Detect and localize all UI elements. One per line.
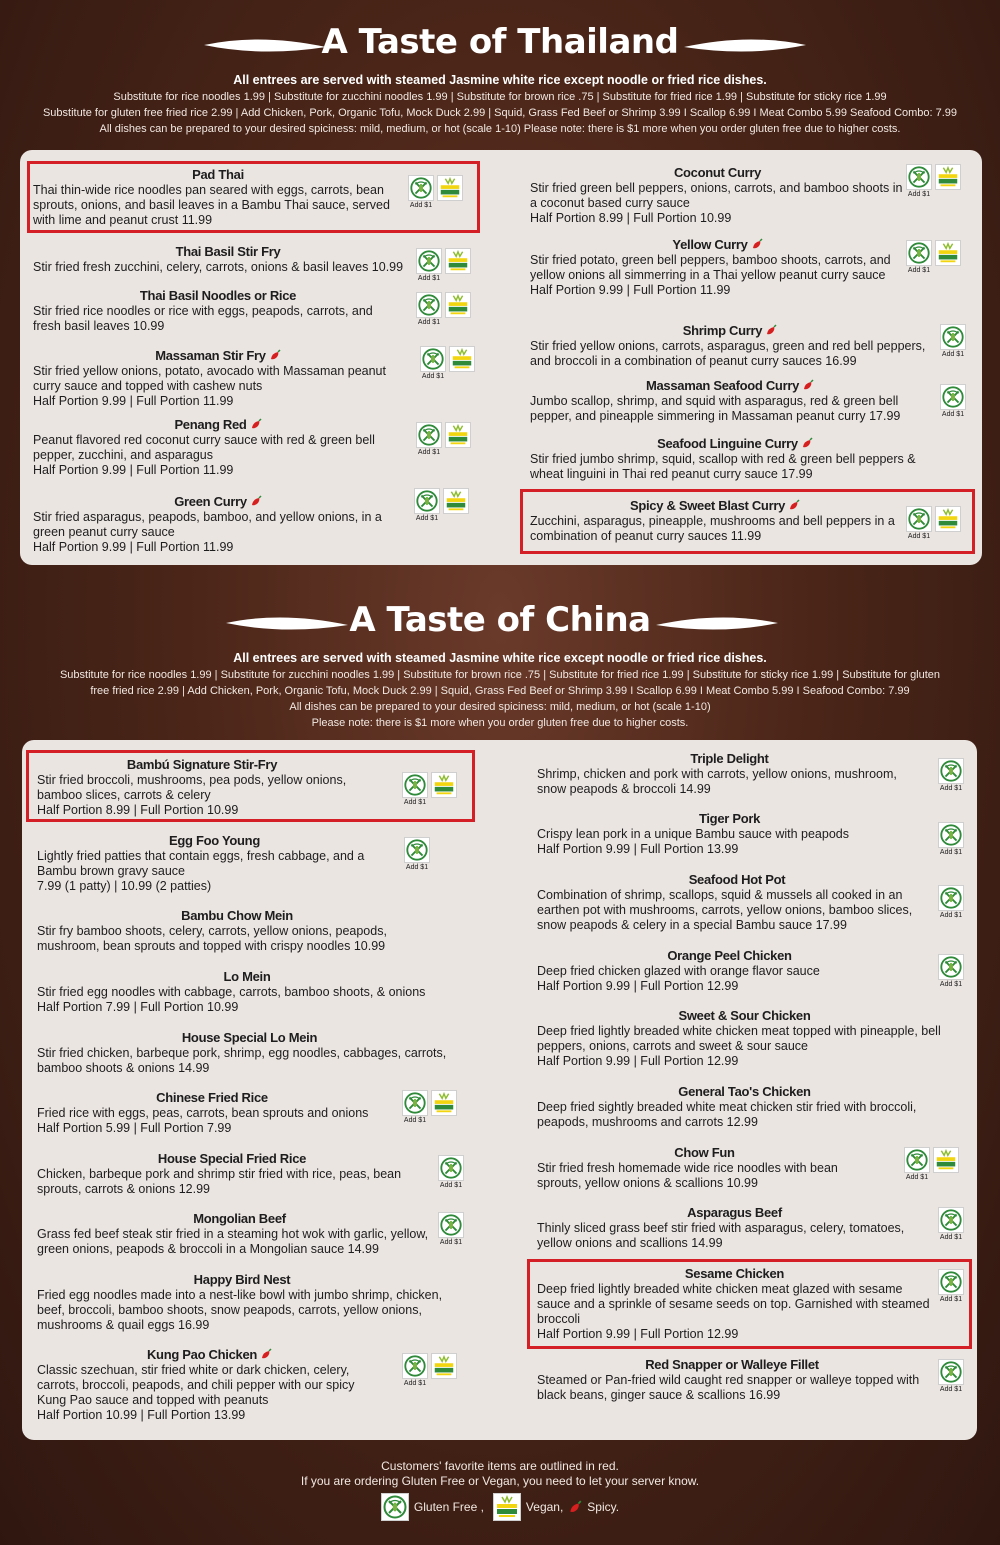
gluten-free-icon	[416, 248, 442, 274]
gluten-free-icon	[904, 1147, 930, 1173]
item-description: Stir fried asparagus, peapods, bamboo, and yellow onions, in a green peanut curry sauce	[33, 510, 382, 539]
china-intro-line: All dishes can be prepared to your desired spiciness: mild, medium, or hot (scale 1-10)	[289, 701, 711, 713]
add-one-label: Add $1	[421, 373, 445, 380]
diet-badges	[402, 772, 457, 806]
item-name: Seafood Linguine Curry	[530, 436, 940, 451]
gluten-free-icon	[438, 1155, 464, 1181]
menu-item	[537, 1357, 927, 1403]
item-name: Seafood Hot Pot	[688, 872, 786, 887]
add-one-label: Add $1	[907, 191, 931, 198]
vegan-icon	[935, 506, 961, 532]
legend-vegan: Vegan,	[525, 1500, 564, 1514]
gluten-free-icon	[402, 772, 428, 798]
menu-item	[33, 244, 423, 275]
add-one-label: Add $1	[417, 319, 441, 326]
gluten-free-icon	[416, 292, 442, 318]
item-name: General Tao's Chicken	[678, 1084, 811, 1099]
add-one-label: Add $1	[939, 785, 963, 792]
item-name: Happy Bird Nest	[193, 1272, 291, 1287]
item-name: Yellow Curry	[530, 237, 905, 252]
gluten-free-icon	[414, 488, 440, 514]
gluten-free-icon	[438, 1212, 464, 1238]
item-description: Stir fried broccoli, mushrooms, pea pods, yellow onions, bamboo slices, carrots & celery	[37, 773, 347, 802]
menu-item	[537, 1266, 932, 1342]
item-description: Thinly sliced grass beef stir fried with asparagus, celery, tomatoes, yellow onions and scallions 14.99	[537, 1221, 905, 1250]
diet-badges	[940, 324, 966, 358]
add-one-label: Add $1	[417, 275, 441, 282]
menu-item	[537, 751, 922, 797]
vegan-icon	[431, 772, 457, 798]
item-price: Half Portion 9.99 | Full Portion 11.99	[530, 283, 731, 297]
thai-intro-line: Substitute for rice noodles 1.99 | Substitute for zucchini noodles 1.99 | Substitute for brown rice .75 | Substitute for fried rice 1.99 | Substitute for sticky rice 1.99	[113, 91, 887, 103]
item-name: Tiger Pork	[698, 811, 761, 826]
item-name: Orange Peel Chicken	[667, 948, 792, 963]
china-intro	[20, 650, 980, 731]
item-name: Green Curry	[33, 494, 403, 509]
diet-badges	[938, 1207, 964, 1241]
diet-badges	[408, 175, 463, 209]
item-name: Red Snapper or Walleye Fillet	[645, 1357, 819, 1372]
thai-intro	[20, 72, 980, 137]
item-name: Spicy & Sweet Blast Curry	[530, 498, 900, 513]
item-description: Stir fried potato, green bell peppers, bamboo shoots, carrots, and yellow onions all simmerring in a Thai yellow peanut curry sauce	[530, 253, 891, 282]
diet-badges	[906, 240, 961, 274]
vegan-icon	[449, 346, 475, 372]
diet-badges	[938, 758, 964, 792]
footer-line: If you are ordering Gluten Free or Vegan, you need to let your server know.	[300, 1474, 700, 1488]
menu-item	[530, 436, 940, 482]
item-description: Deep fried lightly breaded white chicken meat topped with pineapple, bell peppers, onions, carrots and sweet & sour sauce	[537, 1024, 941, 1053]
item-description: Stir fried fresh zucchini, celery, carrots, onions & basil leaves 10.99	[33, 260, 404, 274]
item-description: Lightly fried patties that contain eggs, fresh cabbage, and a Bambu brown gravy sauce	[37, 849, 365, 878]
menu-item	[37, 1151, 427, 1197]
gluten-free-icon	[420, 346, 446, 372]
china-intro-bold: All entrees are served with steamed Jasmine white rice except noodle or fried rice dishes.	[233, 651, 767, 665]
menu-item	[530, 498, 900, 544]
item-name: Chow Fun	[674, 1145, 735, 1160]
vegan-icon	[935, 164, 961, 190]
gluten-free-icon	[938, 822, 964, 848]
add-one-label: Add $1	[439, 1182, 463, 1189]
gluten-free-icon	[404, 837, 430, 863]
item-name: Coconut Curry	[673, 165, 762, 180]
diet-badges	[938, 1359, 964, 1393]
gluten-free-icon	[938, 758, 964, 784]
menu-item	[537, 1008, 952, 1069]
menu-item	[37, 833, 392, 894]
china-intro-line: Please note: there is $1 more when you order gluten free due to higher costs.	[311, 717, 689, 729]
gluten-free-icon	[938, 1207, 964, 1233]
menu-item	[33, 288, 403, 334]
add-one-label: Add $1	[939, 981, 963, 988]
item-description: Stir fried egg noodles with cabbage, carrots, bamboo shoots, & onions	[37, 985, 426, 999]
item-description: Zucchini, asparagus, pineapple, mushrooms and bell peppers in a combination of peanut curry sauces 11.99	[530, 514, 895, 543]
thai-intro-bold: All entrees are served with steamed Jasmine white rice except noodle or fried rice dishes.	[233, 73, 767, 87]
vegan-icon	[445, 292, 471, 318]
item-name: Asparagus Beef	[687, 1205, 782, 1220]
item-description: Thai thin-wide rice noodles pan seared with eggs, carrots, bean sprouts, onions, and basil leaves in a Bambu Thai sauce, served with lime and peanut crust 11.99	[33, 183, 390, 227]
item-description: Grass fed beef steak stir fried in a steaming hot wok with garlic, yellow, green onions, peapods & broccoli in a Mongolian sauce 14.99	[37, 1227, 429, 1256]
right-flourish	[680, 35, 810, 57]
item-description: Shrimp, chicken and pork with carrots, yellow onions, mushroom, snow peapods & broccoli 14.99	[537, 767, 897, 796]
item-price: Half Portion 7.99 | Full Portion 10.99	[37, 1000, 239, 1014]
menu-item	[33, 417, 403, 478]
item-description: Peanut flavored red coconut curry sauce with red & green bell pepper, zucchini, and asparagus	[33, 433, 375, 462]
item-name: Triple Delight	[690, 751, 769, 766]
gluten-free-icon	[906, 240, 932, 266]
add-one-label: Add $1	[417, 449, 441, 456]
item-price: Half Portion 8.99 | Full Portion 10.99	[530, 211, 732, 225]
item-description: Fried egg noodles made into a nest-like bowl with jumbo shrimp, chicken, beef, broccoli, bamboo shoots, snow peapods, carrots, yellow onions, mushrooms & quail eggs 16.99	[37, 1288, 443, 1332]
chili-pepper-icon	[802, 379, 814, 391]
item-price: Half Portion 9.99 | Full Portion 13.99	[537, 842, 739, 856]
menu-item	[37, 1030, 462, 1076]
item-name: Thai Basil Noodles or Rice	[139, 288, 297, 303]
menu-item	[37, 969, 457, 1015]
item-name: Sesame Chicken	[684, 1266, 785, 1281]
item-price: Half Portion 9.99 | Full Portion 11.99	[33, 540, 234, 554]
legend-spicy: Spicy.	[587, 1500, 620, 1514]
item-description: Fried rice with eggs, peas, carrots, bean sprouts and onions	[37, 1106, 369, 1120]
add-one-label: Add $1	[939, 1234, 963, 1241]
vegan-icon	[935, 240, 961, 266]
item-description: Chicken, barbeque pork and shrimp stir fried with rice, peas, bean sprouts, carrots & onions 12.99	[37, 1167, 402, 1196]
item-price: Half Portion 9.99 | Full Portion 11.99	[33, 463, 234, 477]
diet-badges	[402, 1353, 457, 1387]
diet-badges	[404, 837, 430, 871]
diet-badges	[938, 885, 964, 919]
vegan-icon	[431, 1353, 457, 1379]
chili-pepper-icon	[250, 418, 262, 430]
chili-pepper-icon	[788, 499, 800, 511]
menu-item	[37, 1090, 387, 1136]
menu-item	[537, 811, 922, 857]
gluten-free-icon	[938, 885, 964, 911]
menu-item	[530, 378, 930, 424]
menu-item	[537, 1084, 952, 1130]
add-one-label: Add $1	[907, 533, 931, 540]
item-name: Shrimp Curry	[530, 323, 930, 338]
menu-item	[537, 1145, 872, 1191]
vegan-icon	[437, 175, 463, 201]
menu-item	[37, 1272, 447, 1333]
vegan-icon	[445, 422, 471, 448]
item-name: Bambu Chow Mein	[181, 908, 293, 923]
thai-intro-line: All dishes can be prepared to your desired spiciness: mild, medium, or hot (scale 1-10) Please note: there is $1 more when you order gluten free due to higher costs.	[99, 123, 901, 135]
thai-intro-line: Substitute for gluten free fried rice 2.99 | Add Chicken, Pork, Organic Tofu, Mock Duck 2.99 | Squid, Grass Fed Beef or Shrimp 3.99 I Scallop 6.99 I Meat Combo 5.99 Seafood Combo: 7.99	[42, 107, 958, 119]
item-description: Stir fried fresh homemade wide rice noodles with bean sprouts, yellow onions & scallions 10.99	[537, 1161, 838, 1190]
footer-line: Customers' favorite items are outlined in red.	[381, 1459, 619, 1473]
add-one-label: Add $1	[939, 1296, 963, 1303]
item-name: Penang Red	[33, 417, 403, 432]
china-intro-line: free fried rice 2.99 | Add Chicken, Pork, Organic Tofu, Mock Duck 2.99 | Squid, Grass Fed Beef or Shrimp 3.99 I Scallop 6.99 I Meat Combo 5.99 I Seafood Combo: 7.99	[90, 685, 910, 697]
china-menu-panel	[22, 740, 977, 1440]
menu-item	[537, 1205, 932, 1251]
add-one-label: Add $1	[409, 202, 433, 209]
item-description: Deep fried lightly breaded white chicken meat glazed with sesame sauce and a sprinkle of sesame seeds on top. Garnished with steamed broccoli	[537, 1282, 930, 1326]
diet-badges	[416, 248, 471, 282]
gluten-free-icon	[906, 164, 932, 190]
menu-item	[33, 348, 403, 409]
vegan-icon	[443, 488, 469, 514]
item-name: House Special Fried Rice	[157, 1151, 307, 1166]
legend	[0, 1493, 1000, 1521]
add-one-label: Add $1	[439, 1239, 463, 1246]
menu-item	[33, 167, 403, 228]
item-description: Jumbo scallop, shrimp, and squid with asparagus, red & green bell pepper, and pineapple simmering in Massaman peanut curry 17.99	[530, 394, 901, 423]
chili-pepper-icon	[250, 495, 262, 507]
item-price: Half Portion 9.99 | Full Portion 11.99	[33, 394, 234, 408]
add-one-label: Add $1	[403, 1117, 427, 1124]
menu-item	[33, 494, 403, 555]
diet-badges	[416, 292, 471, 326]
item-description: Steamed or Pan-fried wild caught red snapper or walleye topped with black beans, ginger sauce & scallions 16.99	[537, 1373, 920, 1402]
item-description: Stir fried yellow onions, carrots, asparagus, green and red bell peppers, and broccoli in a combination of peanut curry sauces 16.99	[530, 339, 926, 368]
item-price: 7.99 (1 patty) | 10.99 (2 patties)	[37, 879, 212, 893]
gluten-free-icon	[938, 954, 964, 980]
item-name: Pad Thai	[192, 167, 244, 182]
gluten-free-icon	[416, 422, 442, 448]
add-one-label: Add $1	[405, 864, 429, 871]
add-one-label: Add $1	[941, 351, 965, 358]
diet-badges	[402, 1090, 457, 1124]
china-intro-line: Substitute for rice noodles 1.99 | Substitute for zucchini noodles 1.99 | Substitute for brown rice .75 | Substitute for fried rice 1.99 | Substitute for sticky rice 1.99 | Substitute for gluten	[59, 669, 941, 681]
add-one-label: Add $1	[939, 849, 963, 856]
thai-section-title: A Taste of Thailand	[321, 22, 679, 62]
item-name: Massaman Stir Fry	[33, 348, 403, 363]
gluten-free-icon	[402, 1353, 428, 1379]
gluten-free-icon	[381, 1493, 409, 1521]
item-description: Deep fried chicken glazed with orange flavor sauce	[537, 964, 820, 978]
item-name: Kung Pao Chicken	[37, 1347, 382, 1362]
item-description: Stir fried green bell peppers, onions, carrots, and bamboo shoots in a coconut based curry sauce	[530, 181, 903, 210]
item-price: Half Portion 9.99 | Full Portion 12.99	[537, 979, 739, 993]
diet-badges	[906, 506, 961, 540]
diet-badges	[904, 1147, 959, 1181]
legend-gluten-free: Gluten Free ,	[413, 1500, 484, 1514]
item-price: Half Portion 9.99 | Full Portion 12.99	[537, 1054, 739, 1068]
item-price: Half Portion 9.99 | Full Portion 12.99	[537, 1327, 739, 1341]
add-one-label: Add $1	[907, 267, 931, 274]
footer-notes	[0, 1459, 1000, 1489]
diet-badges	[940, 384, 966, 418]
menu-item	[530, 323, 930, 369]
item-description: Crispy lean pork in a unique Bambu sauce with peapods	[537, 827, 849, 841]
item-description: Stir fried jumbo shrimp, squid, scallop with red & green bell peppers & wheat linguini in Thai red peanut curry sauce 17.99	[530, 452, 916, 481]
vegan-icon	[431, 1090, 457, 1116]
menu-item	[37, 757, 367, 818]
diet-badges	[938, 822, 964, 856]
add-one-label: Add $1	[415, 515, 439, 522]
item-description: Stir fried chicken, barbeque pork, shrimp, egg noodles, cabbages, carrots, bamboo shoots & onions 14.99	[37, 1046, 447, 1075]
chili-pepper-icon	[801, 437, 813, 449]
right-flourish	[652, 613, 782, 635]
chili-pepper-icon	[260, 1348, 272, 1360]
item-name: House Special Lo Mein	[181, 1030, 318, 1045]
item-name: Mongolian Beef	[193, 1211, 286, 1226]
chili-pepper-icon	[765, 324, 777, 336]
item-description: Deep fried sightly breaded white meat chicken stir fried with broccoli, peapods, mushrooms and carrots 12.99	[537, 1100, 917, 1129]
add-one-label: Add $1	[403, 799, 427, 806]
diet-badges	[938, 1269, 964, 1303]
item-description: Stir fry bamboo shoots, celery, carrots, yellow onions, peapods, mushroom, bean sprouts and topped with crispy noodles 10.99	[37, 924, 387, 953]
menu-item	[530, 165, 905, 226]
gluten-free-icon	[938, 1359, 964, 1385]
diet-badges	[938, 954, 964, 988]
vegan-icon	[445, 248, 471, 274]
item-price: Half Portion 5.99 | Full Portion 7.99	[37, 1121, 232, 1135]
add-one-label: Add $1	[905, 1174, 929, 1181]
item-name: Lo Mein	[223, 969, 271, 984]
item-name: Chinese Fried Rice	[156, 1090, 268, 1105]
item-name: Massaman Seafood Curry	[530, 378, 930, 393]
gluten-free-icon	[408, 175, 434, 201]
vegan-icon	[493, 1493, 521, 1521]
diet-badges	[906, 164, 961, 198]
chili-pepper-icon	[269, 349, 281, 361]
item-description: Stir fried rice noodles or rice with eggs, peapods, carrots, and fresh basil leaves 10.99	[33, 304, 373, 333]
item-price: Half Portion 10.99 | Full Portion 13.99	[37, 1408, 246, 1422]
gluten-free-icon	[906, 506, 932, 532]
add-one-label: Add $1	[403, 1380, 427, 1387]
gluten-free-icon	[938, 1269, 964, 1295]
chili-pepper-icon	[751, 238, 763, 250]
chili-pepper-icon	[568, 1500, 582, 1514]
gluten-free-icon	[402, 1090, 428, 1116]
gluten-free-icon	[940, 324, 966, 350]
add-one-label: Add $1	[941, 411, 965, 418]
diet-badges	[416, 422, 471, 456]
diet-badges	[414, 488, 469, 522]
diet-badges	[438, 1155, 464, 1189]
gluten-free-icon	[940, 384, 966, 410]
china-section-title: A Taste of China	[349, 600, 651, 640]
vegan-icon	[933, 1147, 959, 1173]
item-description: Combination of shrimp, scallops, squid & mussels all cooked in an earthen pot with mushrooms, carrots, yellow onions, bamboo slices, snow peapods & celery in a special Bambu sauce 17.99	[537, 888, 913, 932]
item-name: Egg Foo Young	[169, 833, 260, 848]
diet-badges	[438, 1212, 464, 1246]
item-description: Stir fried yellow onions, potato, avocado with Massaman peanut curry sauce and topped with cashew nuts	[33, 364, 386, 393]
add-one-label: Add $1	[939, 1386, 963, 1393]
menu-item	[37, 908, 437, 954]
item-description: Classic szechuan, stir fried white or dark chicken, celery, carrots, broccoli, peapods, and chili pepper with our spicy Kung Pao sauce and topped with peanuts	[37, 1363, 355, 1407]
item-name: Bambú Signature Stir-Fry	[126, 757, 278, 772]
menu-item	[530, 237, 905, 298]
diet-badges	[420, 346, 475, 380]
item-price: Half Portion 8.99 | Full Portion 10.99	[37, 803, 239, 817]
menu-item	[37, 1211, 442, 1257]
item-name: Thai Basil Stir Fry	[175, 244, 281, 259]
menu-item	[537, 948, 922, 994]
thai-menu-panel	[20, 150, 982, 565]
item-name: Sweet & Sour Chicken	[678, 1008, 811, 1023]
menu-item	[37, 1347, 382, 1423]
add-one-label: Add $1	[939, 912, 963, 919]
menu-item	[537, 872, 937, 933]
